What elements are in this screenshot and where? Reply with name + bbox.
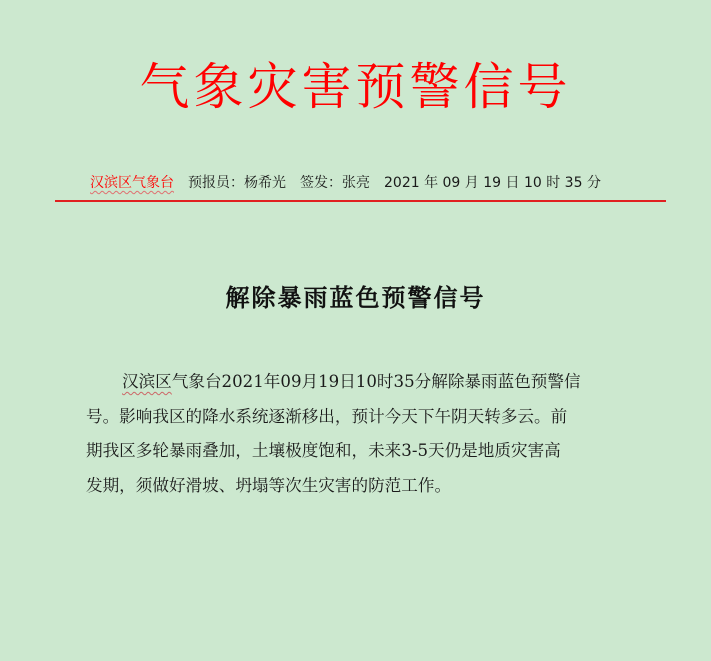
warning-header-title: 气象灾害预警信号 (139, 58, 572, 116)
issuance-info-line (90, 172, 601, 194)
issue-datetime: 2021 年 09 月 19 日 10 时 35 分 (384, 175, 601, 191)
body-line-1-rest: 气象台2021年09月19日10时35分解除暴雨蓝色预警信 (171, 372, 581, 391)
body-line-1-lead: 汉滨区 (122, 372, 172, 391)
body-line-2: 号。影响我区的降水系统逐渐移出，预计今天下午阴天转多云。前 (86, 406, 568, 426)
issuer-name: 汉滨区气象台 (90, 175, 174, 191)
document-title: 解除暴雨蓝色预警信号 (225, 284, 486, 312)
forecaster-name: 预报员：杨希光 (188, 175, 286, 191)
document-body (86, 365, 646, 503)
header-divider (55, 200, 666, 202)
body-line-1 (86, 365, 646, 400)
signer-name: 签发：张亮 (300, 175, 370, 191)
body-line-4: 发期，须做好滑坡、坍塌等次生灾害的防范工作。 (86, 475, 452, 495)
body-line-3: 期我区多轮暴雨叠加，土壤极度饱和，未来3-5天仍是地质灾害高 (86, 441, 561, 460)
